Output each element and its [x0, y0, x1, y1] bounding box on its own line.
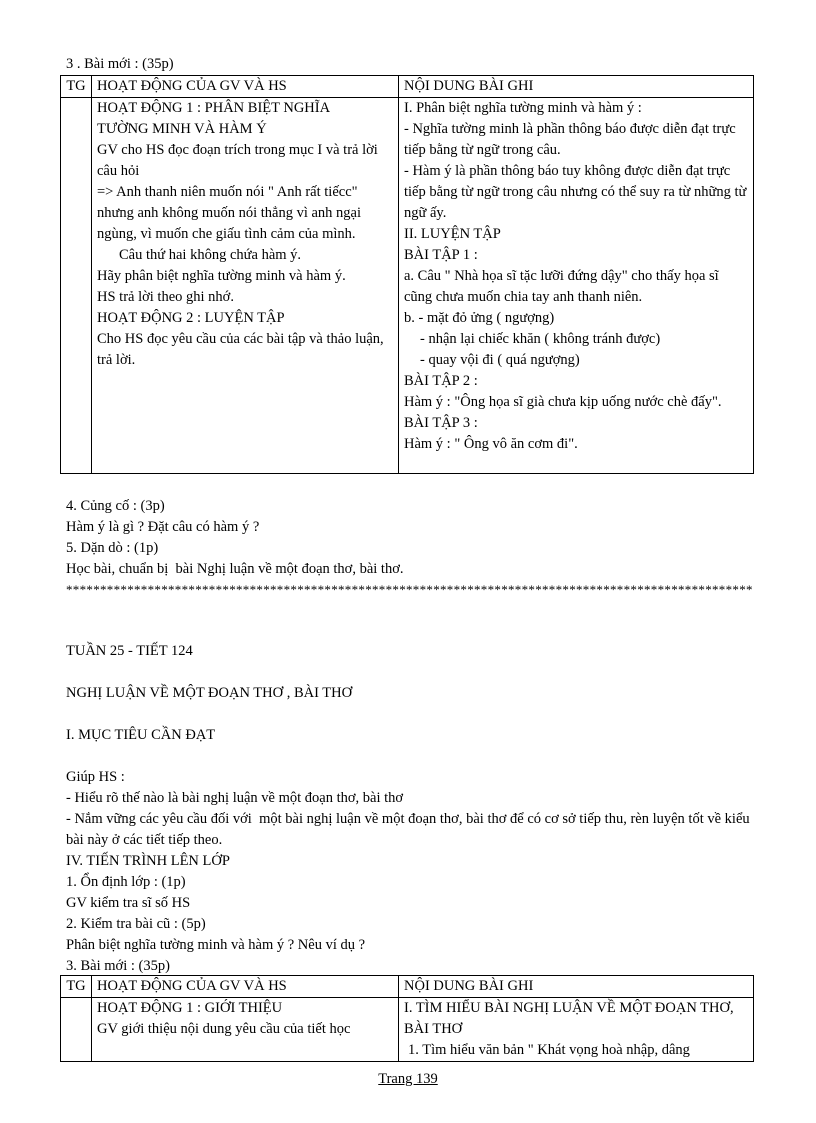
- content-line: I. TÌM HIỂU BÀI NGHỊ LUẬN VỀ MỘT ĐOẠN THƠ, BÀI THƠ: [404, 1000, 734, 1037]
- header-tg: TG: [61, 76, 92, 98]
- header-content: NỘI DUNG BÀI GHI: [399, 976, 754, 998]
- content-line: 1. Tìm hiểu văn bản " Khát vọng hoà nhập, dâng: [408, 1042, 690, 1058]
- activity-line: HS trả lời theo ghi nhớ.: [97, 289, 234, 305]
- content-line: - Nghĩa tường minh là phần thông báo được diễn đạt trực tiếp bằng từ ngữ trong câu.: [404, 121, 736, 158]
- content-line: - nhận lại chiếc khăn ( không tránh được): [420, 331, 661, 347]
- consolidate-section: [66, 496, 766, 600]
- content-line: II. LUYỆN TẬP: [404, 226, 501, 242]
- content-cell: [399, 998, 754, 1062]
- content-line: I. Phân biệt nghĩa tường minh và hàm ý :: [404, 100, 642, 116]
- header-activities: HOẠT ĐỘNG CỦA GV VÀ HS: [92, 976, 399, 998]
- header-tg: TG: [61, 976, 92, 998]
- activity-line: TƯỜNG MINH VÀ HÀM Ý: [97, 121, 267, 137]
- lesson-table-1: [60, 75, 754, 474]
- activities-cell: [92, 98, 399, 474]
- week-heading: TUẦN 25 - TIẾT 124: [66, 643, 193, 659]
- help-text: Giúp HS :: [66, 769, 125, 785]
- content-cell: [399, 98, 754, 474]
- lesson-table-2: [60, 975, 754, 1062]
- lesson-section: [66, 641, 766, 977]
- content-line: BÀI TẬP 2 :: [404, 373, 478, 389]
- page-number: Trang 139: [378, 1071, 438, 1087]
- step-1-detail: GV kiểm tra sĩ số HS: [66, 895, 191, 911]
- step-2: 2. Kiểm tra bài cũ : (5p): [66, 916, 206, 932]
- activity-line: HOẠT ĐỘNG 1 : GIỚI THIỆU: [97, 1000, 283, 1016]
- tg-cell: [61, 98, 92, 474]
- activity-line: Cho HS đọc yêu cầu của các bài tập và thảo luận, trả lời.: [97, 331, 384, 368]
- activity-line: HOẠT ĐỘNG 1 : PHÂN BIỆT NGHĨA: [97, 100, 331, 116]
- objective-2: - Nắm vững các yêu cầu đối với một bài nghị luận về một đoạn thơ, bài thơ để có cơ sở tiếp thu, rèn luyện tốt về kiểu bài này ở các tiết tiếp theo.: [66, 811, 754, 848]
- lesson-title: NGHỊ LUẬN VỀ MỘT ĐOẠN THƠ , BÀI THƠ: [66, 685, 353, 701]
- activity-line: GV cho HS đọc đoạn trích trong mục I và trả lời câu hỏi: [97, 142, 378, 179]
- activity-line: => Anh thanh niên muốn nói " Anh rất tiếcc" nhưng anh không muốn nói thẳng vì anh ngại ngùng, vì muốn che giấu tình cảm của mình.: [97, 184, 361, 242]
- table-header-row: [61, 76, 754, 98]
- content-line: - quay vội đi ( quá ngượng): [420, 352, 580, 368]
- activity-line: HOẠT ĐỘNG 2 : LUYỆN TẬP: [97, 310, 285, 326]
- activity-line: Hãy phân biệt nghĩa tường minh và hàm ý.: [97, 268, 346, 284]
- homework-heading: 5. Dặn dò : (1p): [66, 540, 159, 556]
- table-row: [61, 98, 754, 474]
- content-line: - Hàm ý là phần thông báo tuy không được diễn đạt trực tiếp bằng từ ngữ trong câu nhưng có thể suy ra từ những từ ngữ ấy.: [404, 163, 747, 221]
- content-line: BÀI TẬP 1 :: [404, 247, 478, 263]
- header-activities: HOẠT ĐỘNG CỦA GV VÀ HS: [92, 76, 399, 98]
- separator-stars: *****************************************************************************************************: [66, 582, 753, 597]
- step-2-detail: Phân biệt nghĩa tường minh và hàm ý ? Nêu ví dụ ?: [66, 937, 366, 953]
- process-heading: IV. TIẾN TRÌNH LÊN LỚP: [66, 853, 230, 869]
- table-row: [61, 998, 754, 1062]
- activity-line: Câu thứ hai không chứa hàm ý.: [119, 247, 302, 263]
- objective-heading: I. MỤC TIÊU CẦN ĐẠT: [66, 727, 216, 743]
- content-line: Hàm ý : " Ông vô ăn cơm đi".: [404, 436, 578, 452]
- header-content: NỘI DUNG BÀI GHI: [399, 76, 754, 98]
- consolidate-question: Hàm ý là gì ? Đặt câu có hàm ý ?: [66, 519, 260, 535]
- table-header-row: [61, 976, 754, 998]
- content-line: Hàm ý : "Ông họa sĩ già chưa kịp uống nước chè đấy".: [404, 394, 722, 410]
- content-line: BÀI TẬP 3 :: [404, 415, 478, 431]
- activity-line: GV giới thiệu nội dung yêu cầu của tiết học: [97, 1021, 351, 1037]
- step-3: 3. Bài mới : (35p): [66, 958, 170, 974]
- step-1: 1. Ổn định lớp : (1p): [66, 874, 186, 890]
- consolidate-heading: 4. Củng cố : (3p): [66, 498, 165, 514]
- content-line: a. Câu " Nhà họa sĩ tặc lưỡi đứng dậy" cho thấy họa sĩ cũng chưa muốn chia tay anh thanh niên.: [404, 268, 719, 305]
- activities-cell: [92, 998, 399, 1062]
- content-line: b. - mặt đỏ ửng ( ngượng): [404, 310, 555, 326]
- new-lesson-heading: 3 . Bài mới : (35p): [66, 56, 174, 72]
- tg-cell: [61, 998, 92, 1062]
- section-heading: [66, 54, 766, 75]
- objective-1: - Hiểu rõ thế nào là bài nghị luận về một đoạn thơ, bài thơ: [66, 790, 404, 806]
- homework-text: Học bài, chuẩn bị bài Nghị luận về một đoạn thơ, bài thơ.: [66, 561, 404, 577]
